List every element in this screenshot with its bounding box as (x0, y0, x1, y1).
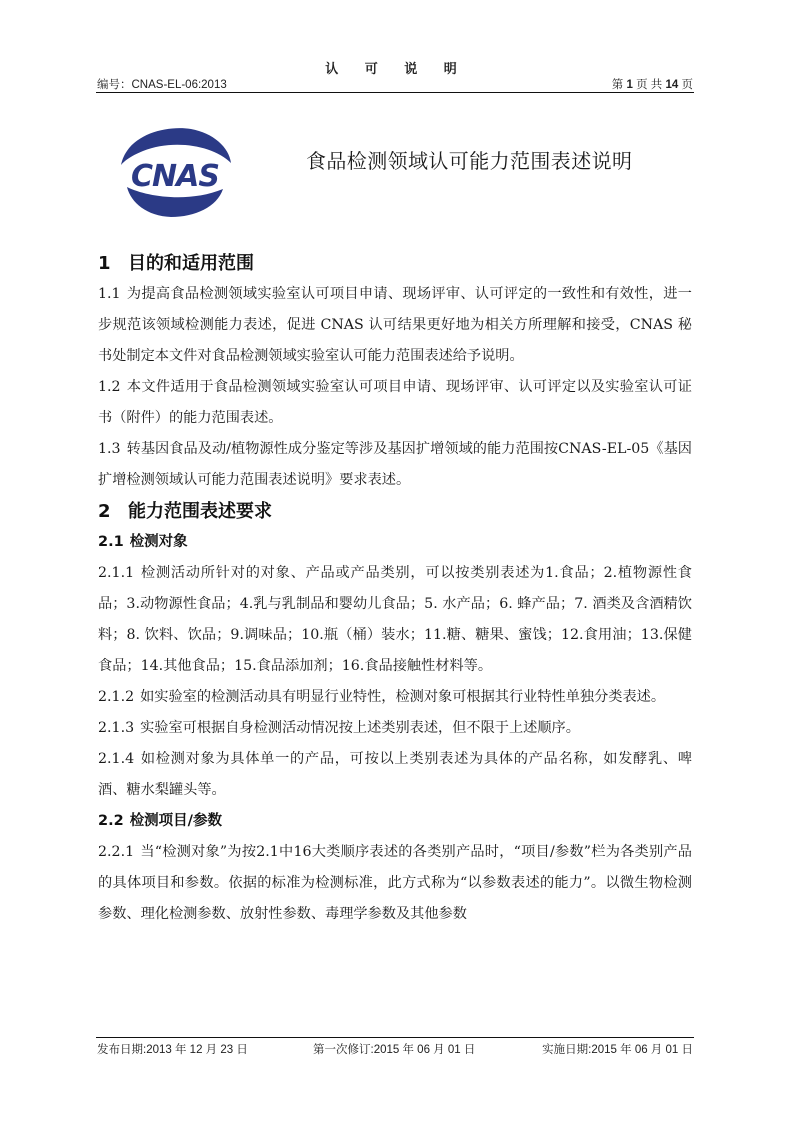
page-prefix: 第 (611, 79, 624, 91)
paragraph-2-1-4 (98, 744, 692, 806)
paragraph-number: 1.3 (98, 441, 121, 457)
header-title: 认 可 说 明 (325, 62, 468, 77)
header-row (97, 76, 693, 92)
first-revision-date: 第一次修订:2015 年 06 月 01 日 (313, 1044, 476, 1056)
page-current: 1 (626, 79, 633, 91)
page-total: 14 (665, 79, 679, 91)
paragraph-text: 实验室可根据自身检测活动情况按上述类别表述，但不限于上述顺序。 (140, 720, 580, 736)
subsection-heading-2-1 (98, 527, 692, 558)
section-heading-2 (98, 496, 692, 527)
section-number: 1 (98, 253, 111, 274)
document-title: 食品检测领域认可能力范围表述说明 (306, 149, 633, 173)
subsection-title: 检测对象 (129, 534, 188, 550)
cnas-logo-icon (113, 123, 237, 218)
effective-date: 实施日期:2015 年 06 月 01 日 (542, 1044, 693, 1056)
header-rule (96, 92, 694, 93)
footer-rule (96, 1037, 694, 1038)
paragraph-1-2 (98, 372, 692, 434)
subsection-title: 检测项目/参数 (129, 813, 222, 829)
page-suffix: 页 (681, 79, 693, 91)
page-number (612, 76, 693, 92)
section-title: 目的和适用范围 (128, 253, 254, 274)
paragraph-2-1-2 (98, 682, 692, 713)
cnas-logo (113, 123, 237, 218)
paragraph-1-3 (98, 434, 692, 496)
paragraph-number: 2.1.1 (98, 565, 135, 581)
section-heading-1 (98, 248, 692, 279)
svg-text:CNAS: CNAS (131, 159, 219, 194)
paragraph-2-2-1 (98, 837, 692, 930)
paragraph-number: 2.1.2 (98, 689, 135, 705)
paragraph-text: 如实验室的检测活动具有明显行业特性，检测对象可根据其行业特性单独分类表述。 (140, 689, 666, 705)
paragraph-number: 1.2 (98, 379, 121, 395)
paragraph-text: 为提高食品检测领域实验室认可项目申请、现场评审、认可评定的一致性和有效性，进一步规范该领域检测能力表述，促进 CNAS 认可结果更好地为相关方所理解和接受，CNAS 秘书处制定本文件对食品检测领域实验室认可能力范围表述给予说明。 (98, 286, 692, 364)
paragraph-number: 1.1 (98, 286, 121, 302)
subsection-heading-2-2 (98, 806, 692, 837)
subsection-number: 2.2 (98, 813, 124, 829)
section-title: 能力范围表述要求 (128, 501, 272, 522)
paragraph-text: 检测活动所针对的对象、产品或产品类别，可以按类别表述为1.食品；2.植物源性食品；3.动物源性食品；4.乳与乳制品和婴幼儿食品；5. 水产品；6. 蜂产品；7. 酒类及含酒精饮料；8. 饮料、饮品；9.调味品；10.瓶（桶）装水；11.糖、糖果、蜜饯；12.食用油；13.保健食品；14.其他食品；15.食品添加剂；16.食品接触性材料等。 (98, 565, 692, 674)
document-code (97, 76, 227, 92)
paragraph-text: 当“检测对象”为按2.1中16大类顺序表述的各类别产品时，“项目/参数”栏为各类别产品的具体项目和参数。依据的标准为检测标准，此方式称为“以参数表述的能力”。以微生物检测参数、理化检测参数、放射性参数、毒理学参数及其他参数 (98, 844, 692, 922)
issue-date: 发布日期:2013 年 12 月 23 日 (97, 1044, 248, 1056)
paragraph-2-1-1 (98, 558, 692, 682)
section-number: 2 (98, 501, 111, 522)
footer-row (97, 1041, 693, 1057)
paragraph-2-1-3 (98, 713, 692, 744)
subsection-number: 2.1 (98, 534, 124, 550)
page-mid: 页 共 (636, 79, 663, 91)
paragraph-text: 如检测对象为具体单一的产品，可按以上类别表述为具体的产品名称，如发酵乳、啤酒、糖水梨罐头等。 (98, 751, 692, 798)
paragraph-text: 转基因食品及动/植物源性成分鉴定等涉及基因扩增领域的能力范围按CNAS-EL-05《基因扩增检测领域认可能力范围表述说明》要求表述。 (98, 441, 692, 488)
paragraph-1-1 (98, 279, 692, 372)
document-code-label: 编号： (97, 79, 132, 91)
paragraph-text: 本文件适用于食品检测领域实验室认可项目申请、现场评审、认可评定以及实验室认可证书（附件）的能力范围表述。 (98, 379, 692, 426)
document-code-value: CNAS-EL-06:2013 (131, 79, 227, 91)
paragraph-number: 2.2.1 (98, 844, 135, 860)
paragraph-number: 2.1.3 (98, 720, 135, 736)
paragraph-number: 2.1.4 (98, 751, 135, 767)
document-body (98, 248, 692, 930)
